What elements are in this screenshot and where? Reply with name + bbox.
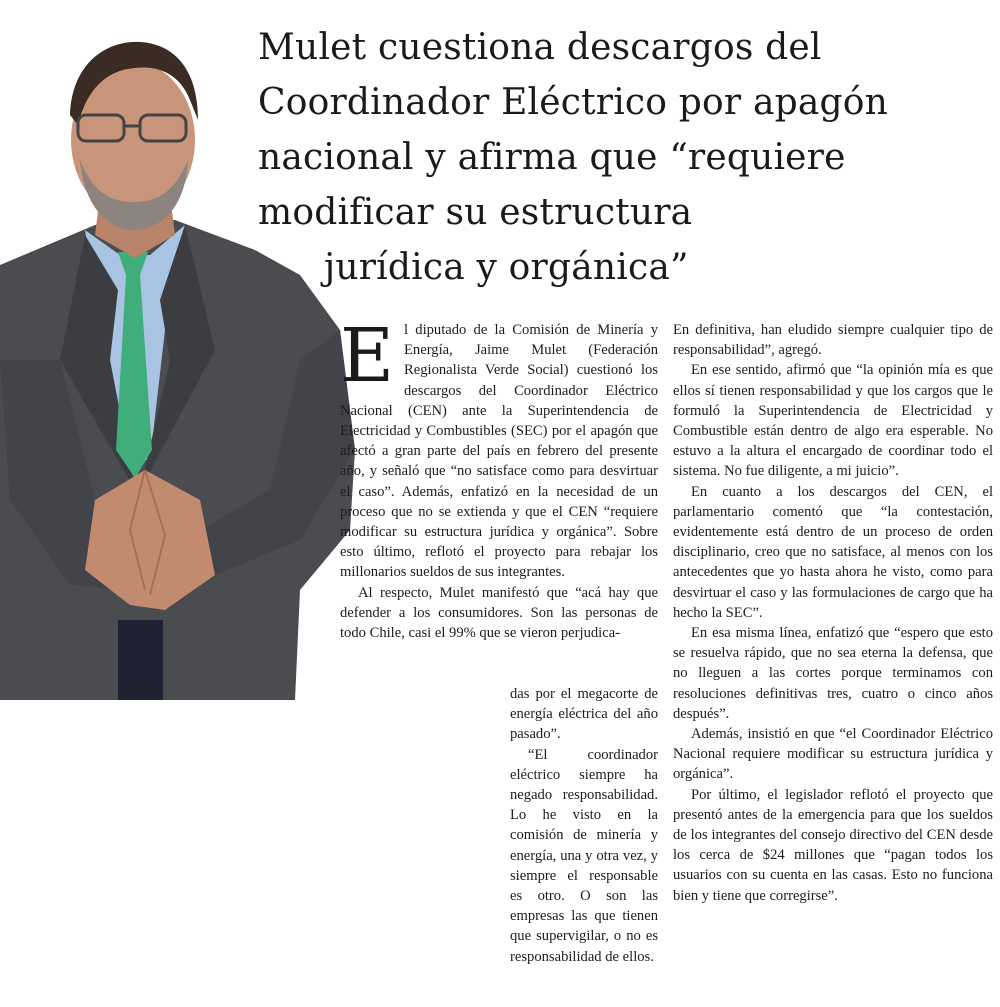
paragraph: En ese sentido, afirmó que “la opinión mía es que ellos sí tienen responsabilidad y que los cargos que le formuló la Superintendencia de Electricidad y Combustible están dentro de algo era esperable. No estuvo a la altura el encargado de coordinar todo el sistema. No fue diligente, a mi juicio”.: [673, 362, 993, 480]
paragraph: Por último, el legislador reflotó el proyecto que presentó antes de la emergencia para que los sueldos de los integrantes del consejo directivo del CEN desde los cerca de $24 millones que “pagan todos los usuarios con su cuenta en las casas. Esto no funciona bien y tiene que corregirse”.: [673, 786, 993, 904]
paragraph: das por el megacorte de energía eléctrica del año pasado”.: [510, 686, 658, 743]
paragraph: “El coordinador eléctrico siempre ha negado responsabilidad. Lo he visto en la comisión de minería y energía, una y otra vez, y siempre el responsable es otro. O son las empresas las que tienen que supervigilar, o no es responsabilidad de ellos.: [510, 746, 658, 965]
article-column-2: [673, 320, 993, 906]
headline-line: Coordinador Eléctrico por apagón: [258, 82, 889, 123]
paragraph: Al respecto, Mulet manifestó que “acá hay que defender a los consumidores. Son las personas de todo Chile, casi el 99% que se vieron perjudica-: [340, 584, 658, 642]
article-column-1: [340, 313, 658, 643]
headline-line: modificar su estructura: [258, 192, 693, 233]
paragraph: En definitiva, han eludido siempre cualquier tipo de responsabilidad”, agregó.: [673, 322, 993, 359]
paragraph: En cuanto a los descargos del CEN, el parlamentario comentó que “la contestación, evidentemente está dentro de un proceso de orden disciplinario, creo que no satisface, al menos con los antecedentes que yo hasta ahora he visto, como para desvirtuar el caso y las formulaciones de cargo que ha hecho la SEC”.: [673, 483, 993, 621]
paragraph: l diputado de la Comisión de Minería y Energía, Jaime Mulet (Federación Regionalista Verde Social) cuestionó los descargos del Coordinador Eléctrico Nacional (CEN) ante la Superintendencia de Electricidad y Combustibles (SEC) por el apagón que afectó a gran parte del país en febrero del presente año, y señaló que “no satisface como para desvirtuar el caso”. Además, enfatizó en la necesidad de un proceso que no se extienda y que el CEN “requiere modificar su estructura jurídica y orgánica”. Sobre esto último, reflotó el proyecto para rebajar los millonarios sueldos de sus integrantes.: [340, 322, 658, 581]
paragraph: En esa misma línea, enfatizó que “espero que esto se resuelva rápido, que no sea eterna la defensa, que no lleguen a las cortes porque terminamos con resoluciones definitivas tres, cuatro o cinco años después”.: [673, 625, 993, 722]
headline-line: nacional y afirma que “requiere: [258, 137, 846, 178]
paragraph: Además, insistió en que “el Coordinador Eléctrico Nacional requiere modificar su estructura jurídica y orgánica”.: [673, 726, 993, 783]
drop-cap: E: [340, 313, 395, 399]
headline-line: jurídica y orgánica”: [324, 247, 689, 288]
article-column-1-continued: [510, 684, 658, 967]
headline: [258, 20, 993, 295]
politician-photo: [0, 30, 362, 700]
headline-line: Mulet cuestiona descargos del: [258, 27, 822, 68]
